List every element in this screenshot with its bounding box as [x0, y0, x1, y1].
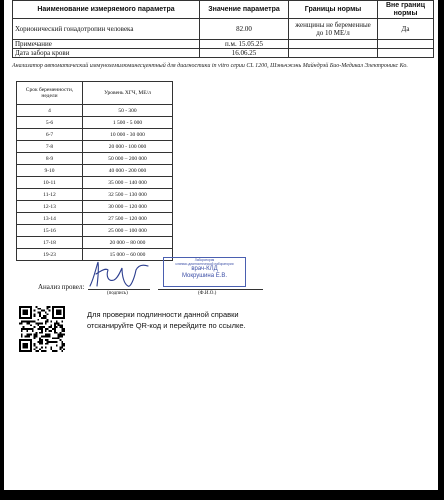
gestation-week: 8-9 [17, 153, 83, 165]
left-edge [0, 0, 4, 500]
verification-qr-code[interactable] [19, 306, 65, 352]
gestation-week: 12-13 [17, 201, 83, 213]
hcg-range: 30 000 – 120 000 [83, 201, 173, 213]
out-of-norm-flag [378, 49, 434, 58]
stamp-line-3: врач-КЛД [191, 266, 218, 272]
hcg-range: 25 000 – 100 000 [83, 225, 173, 237]
out-of-norm-flag: Да [378, 19, 434, 40]
table-row [13, 49, 434, 58]
table-row [13, 40, 434, 49]
hcg-range: 15 000 – 60 000 [83, 249, 173, 261]
parameter-norm [289, 40, 378, 49]
qr-instructions-line-2: отсканируйте QR-код и перейдите по ссылке. [87, 321, 246, 330]
table-row [17, 237, 173, 249]
parameter-value: 16.06.25 [200, 49, 289, 58]
analyzer-note: Анализатор автоматический иммунохемилюминесцентный для диагностики in vitro серии CL 1200, Шэньчжэнь Майндрэй Био-Медикал Электроникс Ко. [12, 63, 408, 69]
bottom-edge [0, 490, 444, 500]
name-caption: (Ф.И.О.) [198, 291, 217, 296]
gestation-week: 13-14 [17, 213, 83, 225]
header-hcg-level: Уровень ХГЧ, МЕ/л [83, 82, 173, 105]
hcg-range: 50 000 – 200 000 [83, 153, 173, 165]
stamp-line-2: клинико-диагностической лаборатории [175, 262, 234, 266]
table-row [17, 117, 173, 129]
hcg-range: 40 000 - 200 000 [83, 165, 173, 177]
header-gestation-week: Срок беременности, недели [17, 82, 83, 105]
signature-caption: (подпись) [107, 291, 128, 296]
hcg-header-row [17, 82, 173, 105]
table-row [17, 225, 173, 237]
hcg-range: 10 000 - 30 000 [83, 129, 173, 141]
table-row [17, 129, 173, 141]
qr-instructions [87, 309, 287, 331]
parameter-name: Примечание [13, 40, 200, 49]
parameter-name: Хорионический гонадотропин человека [13, 19, 200, 40]
gestation-week: 7-8 [17, 141, 83, 153]
handwritten-signature [84, 256, 154, 292]
table-row [17, 213, 173, 225]
table-row [17, 165, 173, 177]
header-value: Значение параметра [200, 1, 289, 19]
table-row [17, 141, 173, 153]
parameter-norm: женщины не беременные до 10 МЕ/л [289, 19, 378, 40]
stamp-line-4: Мокрушина Е.В. [181, 273, 228, 279]
header-parameter: Наименование измеряемого параметра [13, 1, 200, 19]
table-row [17, 153, 173, 165]
gestation-week: 4 [17, 105, 83, 117]
hcg-range: 50 - 300 [83, 105, 173, 117]
gestation-week: 10-11 [17, 177, 83, 189]
gestation-week: 11-12 [17, 189, 83, 201]
hcg-reference-table [16, 81, 173, 261]
table-row [17, 189, 173, 201]
header-out-of-norm: Вне границ нормы [378, 1, 434, 19]
parameter-name: Дата забора крови [13, 49, 200, 58]
hcg-range: 27 500 – 120 000 [83, 213, 173, 225]
hcg-range: 20 000 - 100 000 [83, 141, 173, 153]
table-row [17, 177, 173, 189]
gestation-week: 15-16 [17, 225, 83, 237]
table-row [17, 201, 173, 213]
gestation-week: 6-7 [17, 129, 83, 141]
qr-instructions-line-1: Для проверки подлинности данной справки [87, 310, 239, 319]
hcg-range: 32 500 – 130 000 [83, 189, 173, 201]
results-header-row [13, 1, 434, 19]
gestation-week: 5-6 [17, 117, 83, 129]
gestation-week: 17-18 [17, 237, 83, 249]
stamp-line-1: Лаборатория [194, 258, 215, 262]
doctor-stamp [163, 257, 246, 287]
name-line [158, 289, 263, 290]
right-edge [438, 0, 444, 500]
parameter-value: п.м. 15.05.25 [200, 40, 289, 49]
hcg-range: 20 000 – 80 000 [83, 237, 173, 249]
header-norm: Границы нормы [289, 1, 378, 19]
signature-line [88, 289, 150, 290]
analysis-performed-label: Анализ провел: [38, 283, 85, 291]
parameter-value: 82.00 [200, 19, 289, 40]
hcg-range: 1 500 - 5 000 [83, 117, 173, 129]
hcg-range: 35 000 – 140 000 [83, 177, 173, 189]
results-table [12, 0, 434, 58]
gestation-week: 9-10 [17, 165, 83, 177]
table-row [13, 19, 434, 40]
parameter-norm [289, 49, 378, 58]
out-of-norm-flag [378, 40, 434, 49]
table-row [17, 105, 173, 117]
gestation-week: 19-23 [17, 249, 83, 261]
